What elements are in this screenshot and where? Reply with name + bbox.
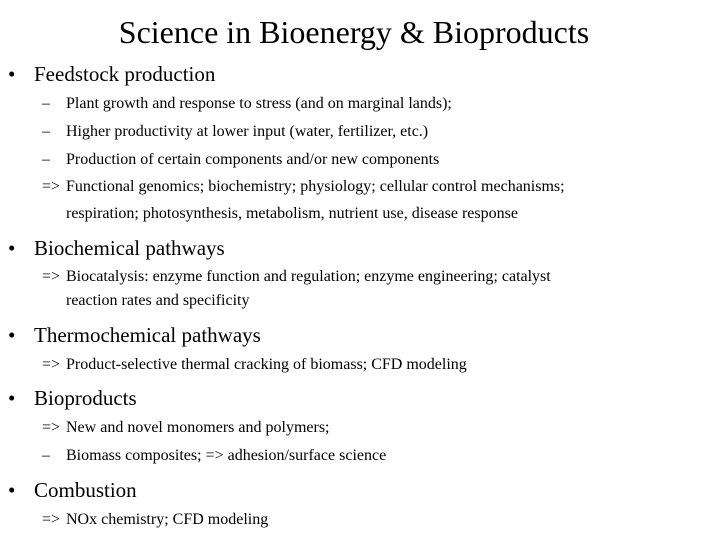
bullet-dot-icon: • — [8, 236, 16, 260]
sub-item — [42, 354, 467, 376]
sub-item — [42, 445, 386, 467]
bullet-heading: Biochemical pathways — [34, 236, 225, 260]
arrow-marker: => — [42, 178, 61, 195]
arrow-marker: => — [42, 511, 61, 528]
bullet-dot-icon: • — [8, 386, 16, 410]
bullet-dot-icon: • — [8, 62, 16, 86]
bullet-thermochemical-pathways — [8, 322, 261, 348]
sub-item-text: Production of certain components and/or new components — [66, 151, 440, 168]
sub-item-text: NOx chemistry; CFD modeling — [66, 511, 269, 528]
sub-item-text: reaction rates and specificity — [66, 292, 250, 309]
slide-title: Science in Bioenergy & Bioproducts — [118, 14, 590, 50]
arrow-marker: => — [42, 356, 61, 373]
sub-item — [42, 121, 428, 143]
sub-item — [42, 266, 551, 288]
sub-item-continuation — [66, 290, 249, 312]
dash-marker: – — [42, 123, 50, 140]
sub-item — [42, 417, 330, 439]
sub-item-text: New and novel monomers and polymers; — [66, 419, 330, 436]
sub-item — [42, 93, 452, 115]
bullet-bioproducts — [8, 385, 137, 411]
dash-marker: – — [42, 95, 50, 112]
arrow-marker: => — [42, 268, 61, 285]
bullet-dot-icon: • — [8, 323, 16, 347]
sub-item-text: Functional genomics; biochemistry; physiology; cellular control mechanisms; — [66, 178, 565, 195]
bullet-heading: Bioproducts — [34, 386, 137, 410]
sub-item — [42, 509, 268, 531]
sub-item-text: Biocatalysis: enzyme function and regulation; enzyme engineering; catalyst — [66, 268, 551, 285]
arrow-marker: => — [42, 419, 61, 436]
dash-marker: – — [42, 447, 50, 464]
sub-item-text: Higher productivity at lower input (water, fertilizer, etc.) — [66, 123, 429, 140]
sub-item-text: Plant growth and response to stress (and on marginal lands); — [66, 95, 452, 112]
sub-item-continuation — [66, 203, 518, 225]
sub-item — [42, 149, 439, 171]
bullet-heading: Thermochemical pathways — [34, 323, 261, 347]
bullet-combustion — [8, 477, 137, 503]
bullet-heading: Feedstock production — [34, 62, 216, 86]
bullet-heading: Combustion — [34, 478, 137, 502]
sub-item-text: respiration; photosynthesis, metabolism, nutrient use, disease response — [66, 205, 518, 222]
sub-item-text: Biomass composites; => adhesion/surface science — [66, 447, 387, 464]
sub-item — [42, 176, 565, 198]
bullet-dot-icon: • — [8, 478, 16, 502]
sub-item-text: Product-selective thermal cracking of biomass; CFD modeling — [66, 356, 467, 373]
dash-marker: – — [42, 151, 50, 168]
bullet-biochemical-pathways — [8, 235, 225, 261]
bullet-feedstock-production — [8, 61, 215, 87]
